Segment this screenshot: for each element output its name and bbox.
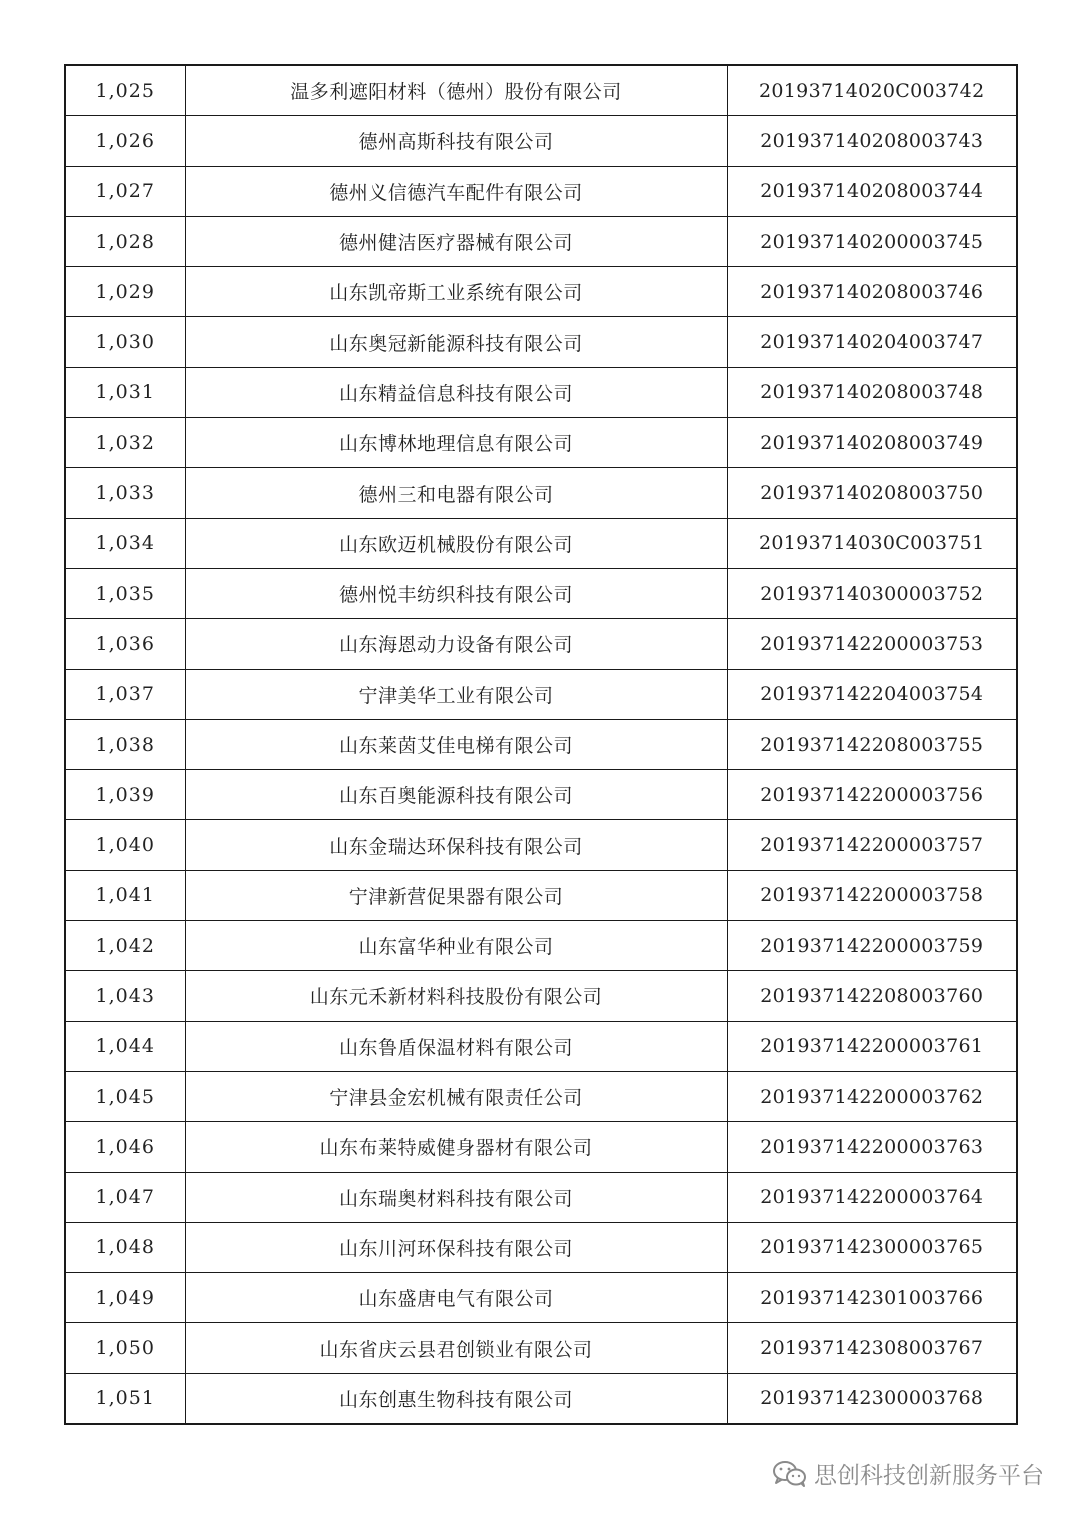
table-row: [65, 367, 1017, 417]
table-row: [65, 619, 1017, 669]
company-name-cell: 山东莱茵艾佳电梯有限公司: [185, 719, 727, 769]
table-row: [65, 719, 1017, 769]
registration-code-cell: 201937140200003745: [727, 216, 1017, 266]
company-name-cell: 山东鲁盾保温材料有限公司: [185, 1021, 727, 1071]
company-name-cell: 山东布莱特威健身器材有限公司: [185, 1122, 727, 1172]
company-name-cell: 山东川河环保科技有限公司: [185, 1222, 727, 1272]
registration-code-cell: 201937140208003750: [727, 468, 1017, 518]
company-name-cell: 德州义信德汽车配件有限公司: [185, 166, 727, 216]
table-row: [65, 1021, 1017, 1071]
registration-code-cell: 201937140204003747: [727, 317, 1017, 367]
table-row: [65, 1323, 1017, 1373]
table-row: [65, 116, 1017, 166]
watermark: [772, 1457, 1044, 1490]
company-name-cell: 山东元禾新材料科技股份有限公司: [185, 971, 727, 1021]
row-number-cell: 1,051: [65, 1373, 185, 1424]
row-number-cell: 1,044: [65, 1021, 185, 1071]
registration-code-cell: 201937142200003762: [727, 1071, 1017, 1121]
registration-code-cell: 201937142208003760: [727, 971, 1017, 1021]
row-number-cell: 1,049: [65, 1273, 185, 1323]
company-name-cell: 德州悦丰纺织科技有限公司: [185, 568, 727, 618]
registration-code-cell: 201937140208003749: [727, 418, 1017, 468]
registration-code-cell: 201937142200003756: [727, 770, 1017, 820]
row-number-cell: 1,026: [65, 116, 185, 166]
registration-code-cell: 201937142301003766: [727, 1273, 1017, 1323]
company-name-cell: 山东百奥能源科技有限公司: [185, 770, 727, 820]
row-number-cell: 1,027: [65, 166, 185, 216]
company-name-cell: 山东盛唐电气有限公司: [185, 1273, 727, 1323]
table-row: [65, 65, 1017, 116]
registration-code-cell: 201937142200003758: [727, 870, 1017, 920]
registration-code-cell: 201937142208003755: [727, 719, 1017, 769]
company-name-cell: 山东瑞奥材料科技有限公司: [185, 1172, 727, 1222]
registration-code-cell: 201937142200003764: [727, 1172, 1017, 1222]
row-number-cell: 1,029: [65, 267, 185, 317]
row-number-cell: 1,032: [65, 418, 185, 468]
table-row: [65, 216, 1017, 266]
table-row: [65, 568, 1017, 618]
table-row: [65, 1122, 1017, 1172]
table-row: [65, 418, 1017, 468]
table-body: [65, 65, 1017, 1424]
table-row: [65, 166, 1017, 216]
row-number-cell: 1,034: [65, 518, 185, 568]
row-number-cell: 1,031: [65, 367, 185, 417]
registration-code-cell: 201937140208003746: [727, 267, 1017, 317]
row-number-cell: 1,041: [65, 870, 185, 920]
company-name-cell: 山东奥冠新能源科技有限公司: [185, 317, 727, 367]
company-registry-table: [64, 64, 1018, 1425]
registration-code-cell: 201937140208003743: [727, 116, 1017, 166]
company-name-cell: 山东精益信息科技有限公司: [185, 367, 727, 417]
row-number-cell: 1,039: [65, 770, 185, 820]
registration-code-cell: 20193714030C003751: [727, 518, 1017, 568]
company-name-cell: 德州高斯科技有限公司: [185, 116, 727, 166]
company-name-cell: 山东金瑞达环保科技有限公司: [185, 820, 727, 870]
row-number-cell: 1,048: [65, 1222, 185, 1272]
table-row: [65, 1273, 1017, 1323]
registration-code-cell: 201937140208003744: [727, 166, 1017, 216]
company-name-cell: 山东凯帝斯工业系统有限公司: [185, 267, 727, 317]
table-row: [65, 1222, 1017, 1272]
table-row: [65, 267, 1017, 317]
row-number-cell: 1,038: [65, 719, 185, 769]
table-row: [65, 921, 1017, 971]
table-row: [65, 1373, 1017, 1424]
company-name-cell: 山东省庆云县君创锁业有限公司: [185, 1323, 727, 1373]
row-number-cell: 1,036: [65, 619, 185, 669]
row-number-cell: 1,047: [65, 1172, 185, 1222]
company-name-cell: 德州三和电器有限公司: [185, 468, 727, 518]
table-row: [65, 518, 1017, 568]
row-number-cell: 1,033: [65, 468, 185, 518]
row-number-cell: 1,042: [65, 921, 185, 971]
registration-code-cell: 201937142200003763: [727, 1122, 1017, 1172]
company-name-cell: 宁津县金宏机械有限责任公司: [185, 1071, 727, 1121]
table-row: [65, 1172, 1017, 1222]
registration-code-cell: 201937140208003748: [727, 367, 1017, 417]
company-name-cell: 德州健洁医疗器械有限公司: [185, 216, 727, 266]
registration-code-cell: 201937142204003754: [727, 669, 1017, 719]
company-name-cell: 山东博林地理信息有限公司: [185, 418, 727, 468]
table-row: [65, 870, 1017, 920]
row-number-cell: 1,037: [65, 669, 185, 719]
table-row: [65, 820, 1017, 870]
registration-code-cell: 201937142200003757: [727, 820, 1017, 870]
registration-code-cell: 201937142200003761: [727, 1021, 1017, 1071]
registration-code-cell: 201937142300003765: [727, 1222, 1017, 1272]
row-number-cell: 1,025: [65, 65, 185, 116]
company-name-cell: 山东创惠生物科技有限公司: [185, 1373, 727, 1424]
row-number-cell: 1,028: [65, 216, 185, 266]
registration-code-cell: 201937142200003759: [727, 921, 1017, 971]
company-name-cell: 温多利遮阳材料（德州）股份有限公司: [185, 65, 727, 116]
watermark-text: 思创科技创新服务平台: [814, 1463, 1044, 1489]
row-number-cell: 1,040: [65, 820, 185, 870]
wechat-icon: [772, 1460, 808, 1488]
row-number-cell: 1,046: [65, 1122, 185, 1172]
row-number-cell: 1,043: [65, 971, 185, 1021]
row-number-cell: 1,050: [65, 1323, 185, 1373]
table-row: [65, 971, 1017, 1021]
registration-code-cell: 201937142300003768: [727, 1373, 1017, 1424]
company-name-cell: 宁津新营促果器有限公司: [185, 870, 727, 920]
registration-code-cell: 201937142200003753: [727, 619, 1017, 669]
table-row: [65, 669, 1017, 719]
table-row: [65, 770, 1017, 820]
row-number-cell: 1,030: [65, 317, 185, 367]
company-name-cell: 山东欧迈机械股份有限公司: [185, 518, 727, 568]
table-row: [65, 1071, 1017, 1121]
registration-code-cell: 201937140300003752: [727, 568, 1017, 618]
company-name-cell: 宁津美华工业有限公司: [185, 669, 727, 719]
registration-code-cell: 20193714020C003742: [727, 65, 1017, 116]
registration-code-cell: 201937142308003767: [727, 1323, 1017, 1373]
company-name-cell: 山东海恩动力设备有限公司: [185, 619, 727, 669]
row-number-cell: 1,045: [65, 1071, 185, 1121]
company-name-cell: 山东富华种业有限公司: [185, 921, 727, 971]
table-row: [65, 317, 1017, 367]
row-number-cell: 1,035: [65, 568, 185, 618]
table-row: [65, 468, 1017, 518]
